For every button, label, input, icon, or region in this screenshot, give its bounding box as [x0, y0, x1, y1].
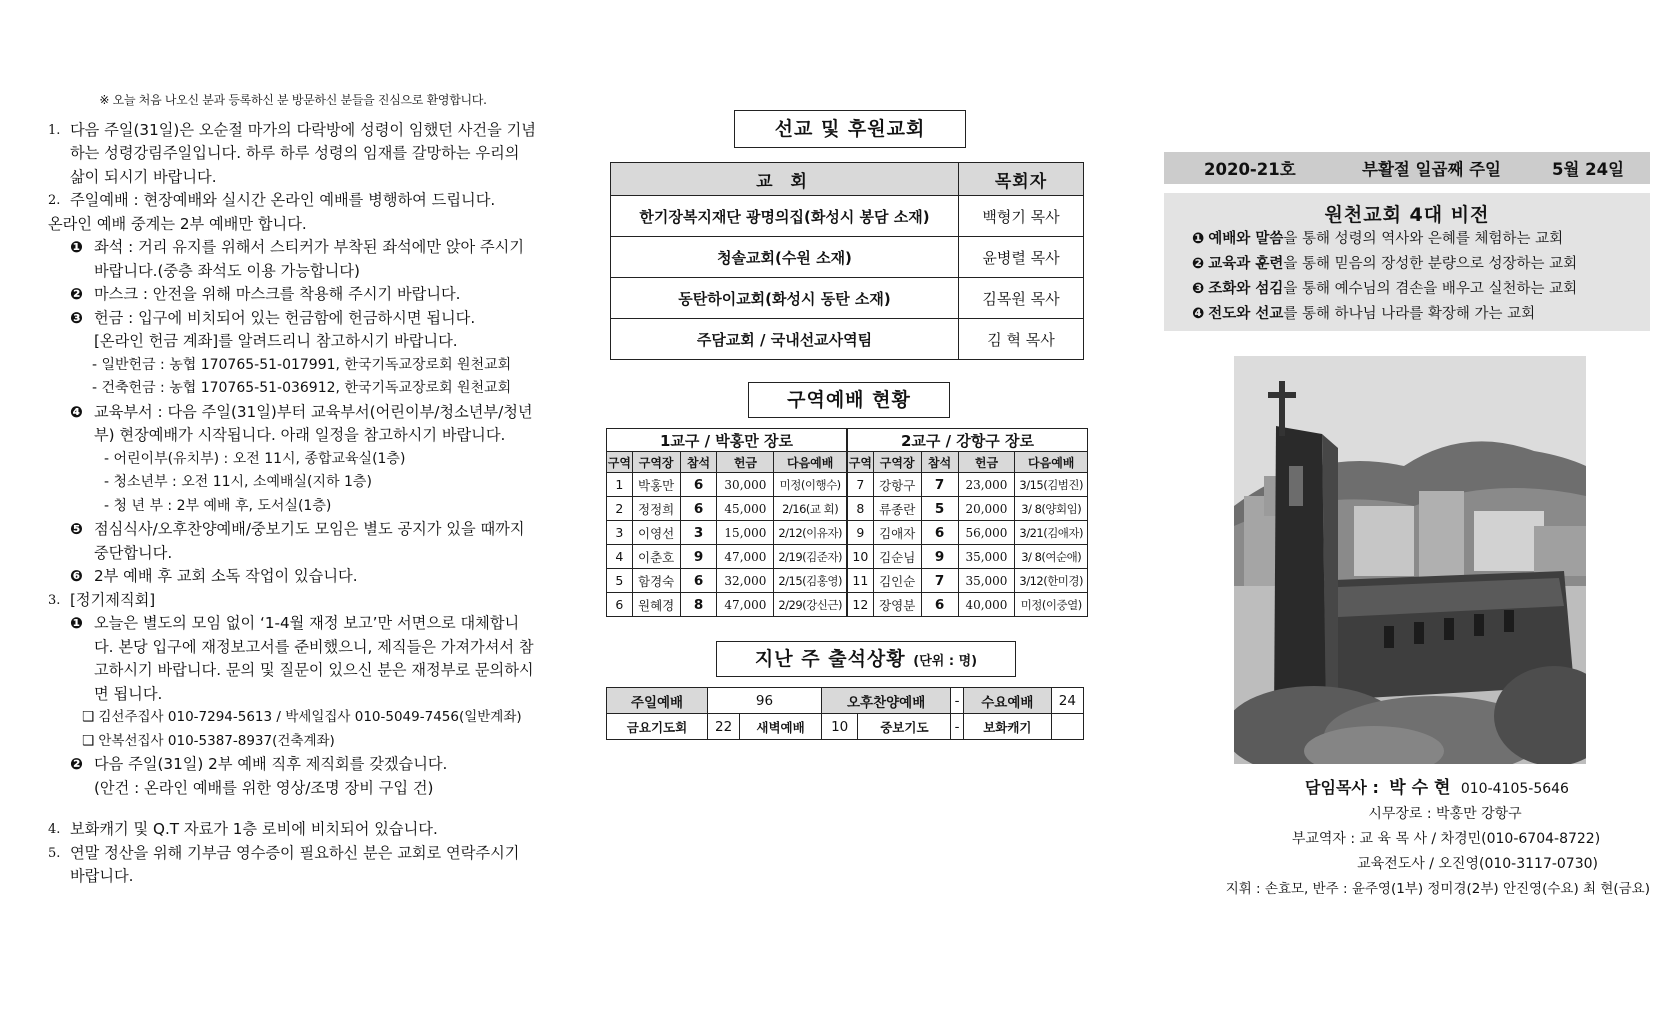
item-number: 4.: [48, 822, 61, 837]
circled-number-icon: ❹: [1192, 306, 1205, 322]
table-row: [611, 237, 1084, 278]
table-cell: 2/19(김준자): [774, 545, 847, 569]
table-cell: 김순님: [873, 545, 921, 569]
attendance-value: [1051, 714, 1083, 740]
table-cell: 6: [607, 593, 633, 617]
table-cell: 강항구: [873, 473, 921, 497]
agenda-line: (안건 : 온라인 예배를 위한 영상/조명 장비 구입 건): [94, 778, 434, 797]
schedule-line: - 청소년부 : 오전 11시, 소예배실(지하 1층): [104, 474, 372, 490]
subitem: [70, 236, 538, 283]
table-cell: 장영분: [873, 593, 921, 617]
circled-number-icon: ❷: [70, 285, 83, 303]
music-staff-line: 지휘 : 손효모, 반주 : 윤주영(1부) 정미경(2부) 안진영(수요) 최 현(금요): [1225, 881, 1650, 897]
subitem-text: 마스크 : 안전을 위해 마스크를 착용해 주시기 바랍니다.: [94, 285, 461, 303]
vision-keyword: 예배와 말씀: [1208, 231, 1284, 247]
announcement-1: [48, 119, 538, 190]
table-cell: 35,000: [958, 569, 1015, 593]
circled-number-icon: ❺: [70, 520, 83, 538]
table-cell: 4: [607, 545, 633, 569]
table-cell: 3/ 8(양회임): [1015, 497, 1088, 521]
contact-line: ❑ 안복선집사 010-5387-8937(건축계좌): [82, 732, 335, 749]
attendance-label: 주일예배: [607, 688, 708, 714]
table-cell: 6: [921, 593, 958, 617]
table-cell: 5: [921, 497, 958, 521]
table-row: [607, 521, 1088, 545]
subitem-text: 점심식사/오후찬양예배/중보기도 모임은 별도 공지가 있을 때까지 중단합니다.: [94, 520, 525, 562]
announcement-5: [48, 842, 538, 889]
table-cell: 6: [680, 497, 717, 521]
table-cell: 미정(이행수): [774, 473, 847, 497]
table-cell: 15,000: [717, 521, 774, 545]
attendance-label: 보화캐기: [963, 714, 1051, 740]
pastor-name: 김목원 목사: [959, 278, 1084, 319]
table-cell: 9: [921, 545, 958, 569]
table-cell: 정정희: [632, 497, 680, 521]
vision-box: [1164, 193, 1650, 331]
table-cell: 9: [680, 545, 717, 569]
table-cell: 김애자: [873, 521, 921, 545]
circled-number-icon: ❷: [70, 755, 83, 773]
column-header-pastor: 목회자: [959, 163, 1084, 196]
week-name: 부활절 일곱째 주일: [1362, 160, 1502, 179]
table-cell: 이춘호: [632, 545, 680, 569]
subitem: [70, 401, 538, 448]
item-number: 5.: [48, 845, 61, 861]
table-cell: 원혜경: [632, 593, 680, 617]
column-header: 다음예배: [774, 452, 847, 473]
table-cell: 7: [847, 473, 873, 497]
table-cell: 3: [680, 521, 717, 545]
table-cell: 2/12(이유자): [774, 521, 847, 545]
bulletin-header: [1164, 152, 1650, 184]
attendance-value: -: [951, 688, 964, 714]
table-cell: 류종란: [873, 497, 921, 521]
subitem-text: 좌석 : 거리 유지를 위해서 스티커가 부착된 좌석에만 앉아 주시기 바랍니다.(중층 좌석도 이용 가능합니다): [94, 238, 525, 280]
table-row: [611, 196, 1084, 237]
table-cell: 12: [847, 593, 873, 617]
church-name: 청솔교회(수원 소재): [611, 237, 959, 278]
table-cell: 6: [680, 473, 717, 497]
district-group-1: 1교구 / 박홍만 장로: [607, 429, 847, 452]
item-title: 주일예배 : 현장예배와 실시간 온라인 예배를 병행하여 드립니다.: [70, 191, 496, 209]
table-cell: 6: [680, 569, 717, 593]
attendance-label: 새벽예배: [740, 714, 822, 740]
table-cell: 2/29(강신근): [774, 593, 847, 617]
column-header: 구역: [847, 452, 873, 473]
table-row: [607, 473, 1088, 497]
evangelist-line: 교육전도사 / 오진영(010-3117-0730): [1357, 856, 1598, 872]
vision-item: [1164, 252, 1650, 277]
table-cell: 김인순: [873, 569, 921, 593]
table-row: [611, 319, 1084, 360]
attendance-label: 중보기도: [858, 714, 951, 740]
subitem-text: 오늘은 별도의 모임 없이 ‘1-4월 재정 보고’만 서면으로 대체합니다. 본당 입구에 재정보고서를 준비했으니, 제직들은 가져가셔서 참고하시기 바랍니다. 문의 및 질문이 있으신 분은 재정부로 문의하시면 됩니다.: [94, 614, 534, 703]
table-cell: 5: [607, 569, 633, 593]
table-cell: 3/15(김범진): [1015, 473, 1088, 497]
attendance-value: 24: [1051, 688, 1083, 714]
welcome-message: ※ 오늘 처음 나오신 분과 등록하신 분 방문하신 분들을 진심으로 환영합니다.: [99, 93, 487, 107]
table-row: [607, 569, 1088, 593]
senior-pastor-label: 담임목사 :: [1305, 778, 1379, 797]
pastor-name: 김 혁 목사: [959, 319, 1084, 360]
table-cell: 7: [921, 473, 958, 497]
table-cell: 2/15(김홍영): [774, 569, 847, 593]
district-title: 구역예배 현황: [748, 382, 950, 418]
attendance-title: [716, 641, 1016, 677]
table-cell: 47,000: [717, 545, 774, 569]
vision-description: 를 통해 하나님 나라를 확장해 가는 교회: [1283, 306, 1536, 322]
subitem: [70, 518, 538, 565]
table-cell: 1: [607, 473, 633, 497]
table-cell: 3: [607, 521, 633, 545]
table-cell: 20,000: [958, 497, 1015, 521]
announcement-3: [48, 589, 538, 613]
table-row: [611, 278, 1084, 319]
vision-keyword: 전도와 선교: [1208, 306, 1284, 322]
circled-number-icon: ❸: [70, 308, 83, 327]
attendance-value: 22: [708, 714, 740, 740]
schedule-line: - 어린이부(유치부) : 오전 11시, 종합교육실(1층): [104, 450, 406, 467]
church-name: 동탄하이교회(화성시 동탄 소재): [611, 278, 959, 319]
announcements-column: [48, 0, 538, 889]
subitem: [70, 307, 538, 331]
subitem-text: 헌금 : 입구에 비치되어 있는 헌금함에 헌금하시면 됩니다.: [94, 308, 476, 327]
schedule-line: - 청 년 부 : 2부 예배 후, 도서실(1층): [104, 497, 332, 514]
table-cell: 8: [847, 497, 873, 521]
announcement-4: [48, 818, 538, 842]
subitem-text: 2부 예배 후 교회 소독 작업이 있습니다.: [94, 567, 358, 585]
table-cell: 6: [921, 521, 958, 545]
pastor-name: 백형기 목사: [959, 196, 1084, 237]
attendance-label: 수요예배: [963, 688, 1051, 714]
table-cell: 32,000: [717, 569, 774, 593]
column-header: 구역장: [873, 452, 921, 473]
subitem: [70, 283, 538, 307]
bulletin-date: 5월 24일: [1552, 160, 1625, 179]
vision-keyword: 조화와 섬김: [1208, 281, 1284, 297]
circled-number-icon: ❶: [70, 238, 83, 256]
item-title: [정기제직회]: [70, 590, 156, 609]
attendance-value: -: [951, 714, 964, 740]
circled-number-icon: ❹: [70, 402, 83, 421]
vision-item: [1164, 227, 1650, 252]
table-cell: 7: [921, 569, 958, 593]
table-cell: 11: [847, 569, 873, 593]
circled-number-icon: ❷: [1192, 256, 1205, 272]
item-number: 3.: [48, 592, 61, 608]
elders-line: 시무장로 : 박홍만 강항구: [1368, 806, 1522, 822]
vision-keyword: 교육과 훈련: [1208, 256, 1284, 272]
district-table: [606, 428, 1088, 617]
attendance-title-text: 지난 주 출석상황: [754, 648, 906, 670]
table-cell: 2: [607, 497, 633, 521]
table-cell: 47,000: [717, 593, 774, 617]
vision-title: 원천교회 4대 비전: [1324, 204, 1490, 226]
table-cell: 3/ 8(여순애): [1015, 545, 1088, 569]
column-header: 헌금: [717, 452, 774, 473]
table-cell: 3/21(김애자): [1015, 521, 1088, 545]
church-name: 한기장복지재단 광명의집(화성시 봉담 소재): [611, 196, 959, 237]
column-header: 구역장: [632, 452, 680, 473]
table-cell: 30,000: [717, 473, 774, 497]
vision-description: 을 통해 예수님의 겸손을 배우고 실천하는 교회: [1283, 281, 1578, 297]
column-header: 헌금: [958, 452, 1015, 473]
table-cell: 미정(이중열): [1015, 593, 1088, 617]
table-cell: 8: [680, 593, 717, 617]
online-offering-note: [온라인 헌금 계좌]를 알려드리니 참고하시기 바랍니다.: [94, 332, 458, 350]
subitem: [70, 612, 538, 706]
table-cell: 함경숙: [632, 569, 680, 593]
subitem-text: 다음 주일(31일) 2부 예배 직후 제직회를 갖겠습니다.: [94, 755, 448, 773]
table-row: [607, 593, 1088, 617]
vision-item: [1164, 302, 1650, 327]
attendance-table: [606, 687, 1084, 740]
table-row: [607, 497, 1088, 521]
item-number: 2.: [48, 193, 61, 208]
table-cell: 56,000: [958, 521, 1015, 545]
column-header: 참석: [921, 452, 958, 473]
announcement-2: [48, 189, 538, 213]
table-cell: 10: [847, 545, 873, 569]
table-cell: 박홍만: [632, 473, 680, 497]
contact-line: ❑ 김선주집사 010-7294-5613 / 박세일집사 010-5049-7456(일반계좌): [82, 709, 522, 725]
column-header: 구역: [607, 452, 633, 473]
table-cell: 9: [847, 521, 873, 545]
table-cell: 45,000: [717, 497, 774, 521]
senior-pastor-name: 박 수 현: [1389, 778, 1451, 798]
mission-table: [610, 162, 1084, 360]
item-number: 1.: [48, 122, 61, 138]
circled-number-icon: ❸: [1192, 281, 1205, 297]
circled-number-icon: ❶: [70, 614, 83, 632]
attendance-unit: (단위 : 명): [913, 654, 978, 669]
church-name: 주담교회 / 국내선교사역팀: [611, 319, 959, 360]
table-cell: 2/16(교 회): [774, 497, 847, 521]
table-cell: 35,000: [958, 545, 1015, 569]
mission-title: 선교 및 후원교회: [734, 110, 966, 148]
vision-item: [1164, 277, 1650, 302]
attendance-value: 96: [708, 688, 822, 714]
vision-description: 을 통해 믿음의 장성한 분량으로 성장하는 교회: [1283, 256, 1578, 272]
item-text: 다음 주일(31일)은 오순절 마가의 다락방에 성령이 임했던 사건을 기념하는 성령강림주일입니다. 하루 하루 성령의 임재를 갈망하는 우리의 삶이 되시기 바랍니다.: [70, 120, 536, 186]
table-row: [607, 545, 1088, 569]
issue-number: 2020-21호: [1204, 160, 1296, 179]
item-text: 연말 정산을 위해 기부금 영수증이 필요하신 분은 교회로 연락주시기 바랍니다.: [70, 843, 520, 885]
senior-pastor-phone: 010-4105-5646: [1460, 781, 1569, 797]
column-header-church: 교 회: [611, 163, 959, 196]
church-building-photo: [1234, 356, 1586, 764]
item-text: 온라인 예배 중계는 2부 예배만 합니다.: [48, 214, 307, 233]
pastor-name: 윤병렬 목사: [959, 237, 1084, 278]
table-cell: 이영선: [632, 521, 680, 545]
senior-pastor: [1164, 775, 1650, 802]
subitem-text: 교육부서 : 다음 주일(31일)부터 교육부서(어린이부/청소년부/청년부) 현장예배가 시작됩니다. 아래 일정을 참고하시기 바랍니다.: [94, 402, 533, 444]
vision-description: 을 통해 성령의 역사와 은혜를 체험하는 교회: [1283, 231, 1564, 247]
table-cell: 40,000: [958, 593, 1015, 617]
staff-info: [1164, 775, 1650, 902]
associate-pastor-line: 부교역자 : 교 육 목 사 / 차경민(010-6704-8722): [1291, 831, 1601, 847]
column-header: 참석: [680, 452, 717, 473]
attendance-label: 오후찬양예배: [821, 688, 950, 714]
column-header: 다음예배: [1015, 452, 1088, 473]
account-line: - 건축헌금 : 농협 170765-51-036912, 한국기독교장로회 원천교회: [92, 380, 512, 396]
attendance-value: 10: [821, 714, 858, 740]
attendance-label: 금요기도회: [607, 714, 708, 740]
district-group-2: 2교구 / 강항구 장로: [847, 429, 1088, 452]
subitem: [70, 565, 538, 589]
circled-number-icon: ❻: [70, 567, 83, 585]
account-line: - 일반헌금 : 농협 170765-51-017991, 한국기독교장로회 원천교회: [92, 356, 512, 373]
circled-number-icon: ❶: [1192, 231, 1205, 247]
item-text: 보화캐기 및 Q.T 자료가 1층 로비에 비치되어 있습니다.: [70, 820, 438, 838]
subitem: [70, 753, 538, 777]
table-cell: 23,000: [958, 473, 1015, 497]
table-cell: 3/12(한미경): [1015, 569, 1088, 593]
